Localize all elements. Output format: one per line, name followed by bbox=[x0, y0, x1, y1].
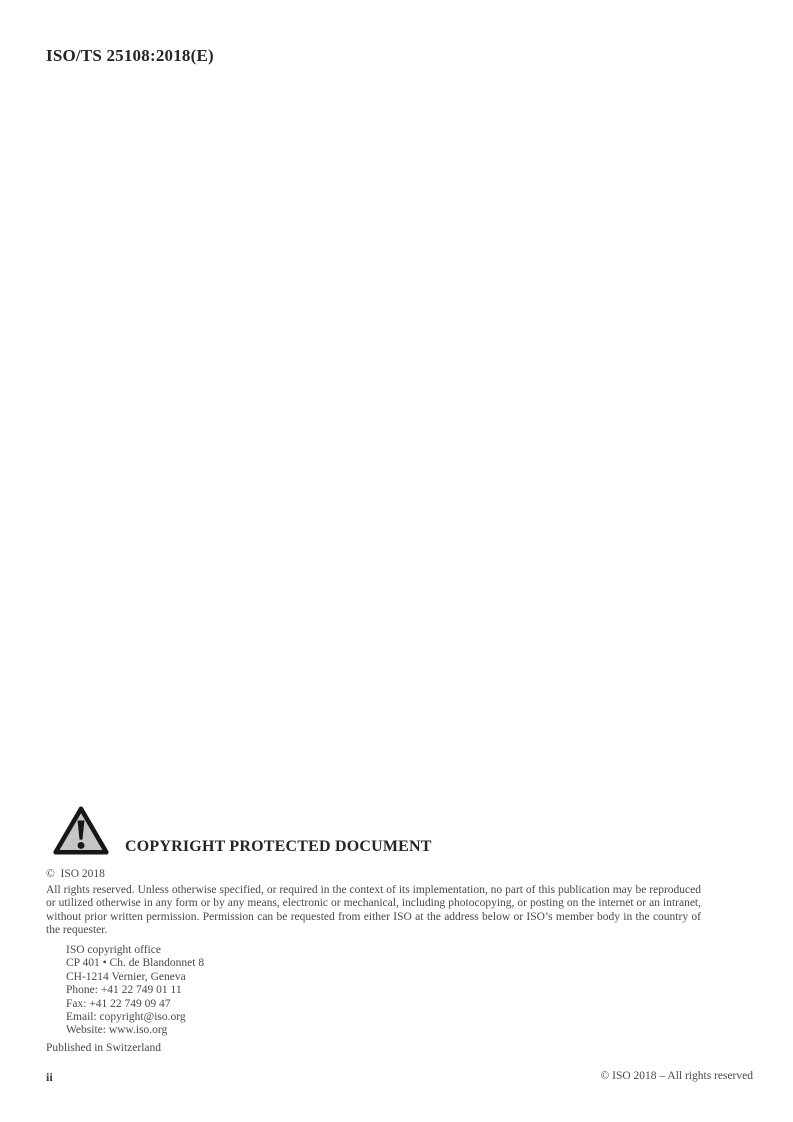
copyright-protected-title: COPYRIGHT PROTECTED DOCUMENT bbox=[125, 838, 432, 855]
address-line-email: Email: copyright@iso.org bbox=[66, 1011, 186, 1024]
address-line-street: CP 401 • Ch. de Blandonnet 8 bbox=[66, 957, 205, 970]
address-line-city: CH-1214 Vernier, Geneva bbox=[66, 970, 186, 983]
footer-copyright-notice: © ISO 2018 – All rights reserved bbox=[600, 1070, 753, 1082]
published-in-line: Published in Switzerland bbox=[46, 1042, 161, 1054]
address-line-office: ISO copyright office bbox=[66, 944, 161, 956]
copyright-banner bbox=[52, 804, 712, 858]
copyright-year-line: © ISO 2018 bbox=[46, 868, 105, 880]
warning-triangle-icon bbox=[52, 804, 110, 857]
rights-notice-paragraph: All rights reserved. Unless otherwise specified, or required in the context of its implementation, no part of this publication may be reproduced or utilized otherwise in any form or by any means, electronic or mechanical, including photocopying, or posting on the internet or an intranet, without prior written permission. Permission can be requested from either ISO at the address below or ISO’s member body in the country of the requester. bbox=[46, 884, 701, 937]
address-line-fax: Fax: +41 22 749 09 47 bbox=[66, 997, 171, 1010]
document-id-header: ISO/TS 25108:2018(E) bbox=[46, 46, 214, 65]
address-line-website: Website: www.iso.org bbox=[66, 1024, 168, 1037]
iso-address-block bbox=[66, 944, 204, 1038]
page-number: ii bbox=[46, 1070, 53, 1084]
address-line-phone: Phone: +41 22 749 01 11 bbox=[66, 984, 182, 997]
page-footer bbox=[46, 1070, 753, 1085]
